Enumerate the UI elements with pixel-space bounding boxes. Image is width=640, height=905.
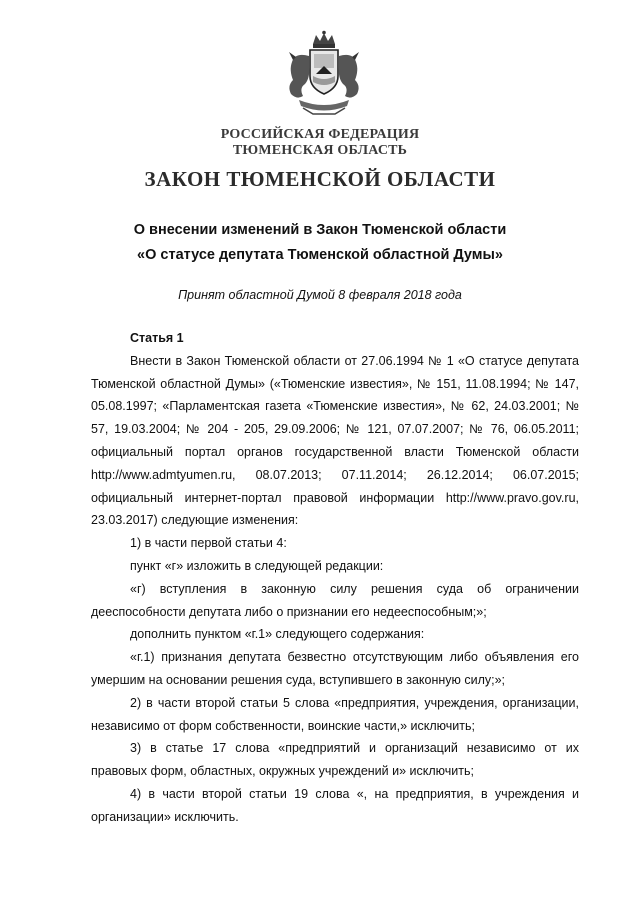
article-heading: Статья 1 (130, 331, 184, 345)
document-title-line-1: О внесении изменений в Закон Тюменской области (133, 222, 507, 238)
article-paragraph: 1) в части первой статьи 4: (130, 536, 287, 551)
document-title-line-2: «О статусе депутата Тюменской областной Думы» (137, 247, 503, 263)
article-paragraph: дополнить пунктом «г.1» следующего содержания: (130, 627, 425, 642)
header-law-type: ЗАКОН ТЮМЕНСКОЙ ОБЛАСТИ (144, 167, 496, 191)
article-body (91, 327, 579, 829)
adoption-note: Принят областной Думой 8 февраля 2018 года (178, 288, 462, 302)
header-region: ТЮМЕНСКАЯ ОБЛАСТЬ (232, 143, 408, 158)
article-paragraph: Внести в Закон Тюменской области от 27.06.1994 № 1 «О статусе депутата Тюменской областной Думы» («Тюменские известия», № 151, 11.08.1994; № 147, 05.08.1997; «Парламентская газета «Тюменские известия», № 62, 24.03.2001; № 57, 19.03.2004; № 204 - 205, 29.09.2006; № 121, 07.07.2007; № 76, 06.05.2011; официальный портал органов государственной власти Тюменской области http://www.admtyumen.ru, 08.07.2013; 07.11.2014; 26.12.2014; 06.07.2015; официальный интернет-портал правовой информации http://www.pravo.gov.ru, 23.03.2017) следующие изменения: (91, 353, 579, 528)
header-country: РОССИЙСКАЯ ФЕДЕРАЦИЯ (220, 127, 420, 142)
article-paragraph: пункт «г» изложить в следующей редакции: (130, 558, 384, 573)
article-paragraph: 3) в статье 17 слова «предприятий и организаций независимо от их правовых форм, областных, окружных учреждений и» исключить; (91, 741, 579, 779)
article-paragraph: 4) в части второй статьи 19 слова «, на предприятия, в учреждения и организации» исключить. (91, 786, 579, 824)
article-paragraph: «г.1) признания депутата безвестно отсутствующим либо объявления его умершим на основании решения суда, вступившего в законную силу;»; (91, 650, 579, 687)
article-paragraph: «г) вступления в законную силу решения суда об ограничении дееспособности депутата либо о признании его недееспособным;»; (91, 581, 579, 619)
article-paragraph: 2) в части второй статьи 5 слова «предприятия, учреждения, организации, независимо от форм собственности, воинские части,» исключить; (91, 695, 579, 733)
coat-of-arms-icon (283, 30, 365, 118)
